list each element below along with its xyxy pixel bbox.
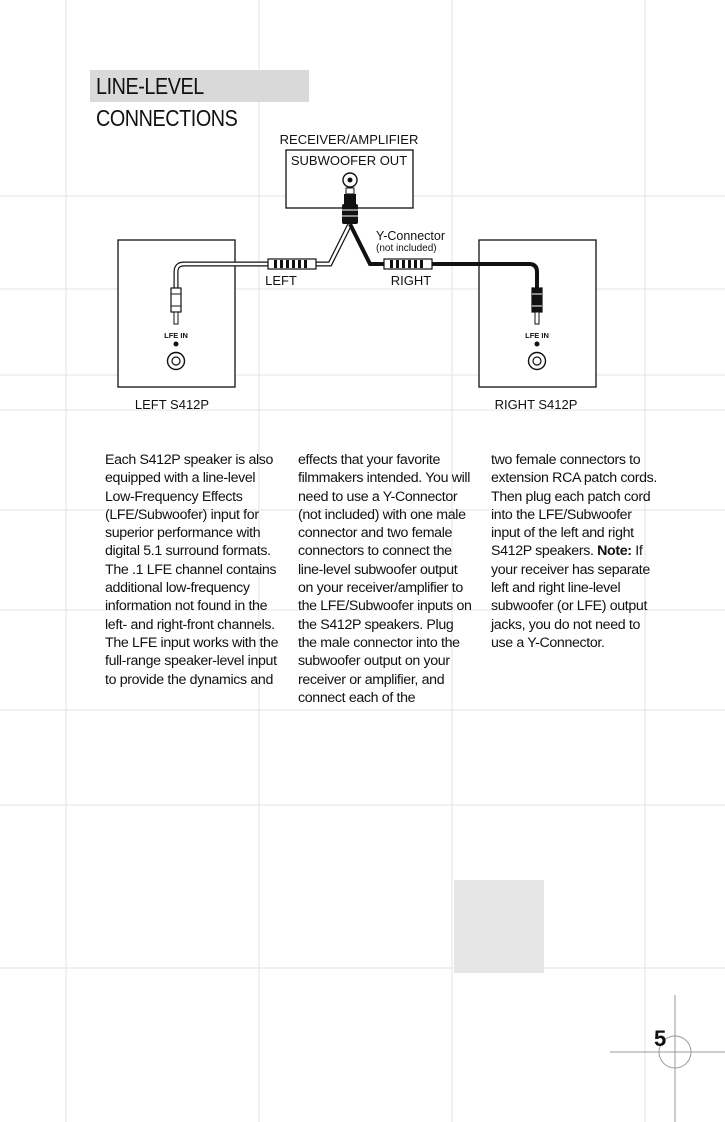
body-text-col3-b: If your receiver has separate left and right line-level subwoofer (or LFE) output jacks, you do not need to use a Y-Connector.	[491, 543, 650, 651]
y-connector-label: Y-Connector	[376, 229, 446, 243]
left-speaker-label: LEFT S412P	[134, 397, 210, 412]
connection-diagram	[0, 0, 725, 430]
body-column-1	[105, 451, 285, 689]
left-lfe-jack-icon	[168, 353, 185, 370]
right-lfe-in-label: LFE IN	[525, 331, 549, 340]
sub-out-jack-icon	[343, 173, 357, 187]
not-included-label: (not included)	[376, 243, 437, 254]
left-lfe-in-label: LFE IN	[164, 331, 188, 340]
body-text-col1: Each S412P speaker is also equipped with a line-level Low-Frequency Effects (LFE/Subwoofer) input for superior performance with digital 5.1 surround formats. The .1 LFE channel contains additional low-frequency information not found in the left- and right-front channels. The LFE input works with the full-range speaker-level input to provide the dynamics and	[105, 452, 279, 688]
receiver-label: RECEIVER/AMPLIFIER	[279, 132, 419, 147]
left-cable-connector-icon	[268, 259, 316, 269]
body-column-3	[491, 451, 663, 652]
right-cable-label: RIGHT	[390, 273, 432, 288]
note-label: Note:	[597, 543, 632, 560]
right-cable-connector-icon	[384, 259, 432, 269]
section-heading-text: LINE-LEVEL CONNECTIONS	[96, 73, 238, 131]
left-cable-label: LEFT	[265, 273, 297, 288]
sub-out-label: SUBWOOFER OUT	[290, 153, 408, 168]
decorative-gray-box	[454, 880, 544, 973]
body-column-2	[298, 451, 472, 707]
body-text-col3	[491, 451, 663, 652]
body-text-col2: effects that your favorite filmmakers intended. You will need to use a Y-Connector (not included) with one male connector and two female connectors to connect the line-level subwoofer output on your receiver/amplifier to the LFE/Subwoofer inputs on the S412P speakers. Plug the male connector into the subwoofer output on your receiver or amplifier, and connect each of the	[298, 452, 472, 706]
page-number: 5	[654, 1026, 667, 1051]
left-lfe-dot	[174, 342, 179, 347]
crop-mark	[610, 995, 725, 1122]
right-lfe-dot	[535, 342, 540, 347]
right-lfe-jack-icon	[529, 353, 546, 370]
right-speaker-label: RIGHT S412P	[494, 397, 578, 412]
body-text-col3-a: two female connectors to extension RCA patch cords. Then plug each patch cord into the LFE/Subwoofer input of the left and right S412P speakers.	[491, 452, 657, 560]
